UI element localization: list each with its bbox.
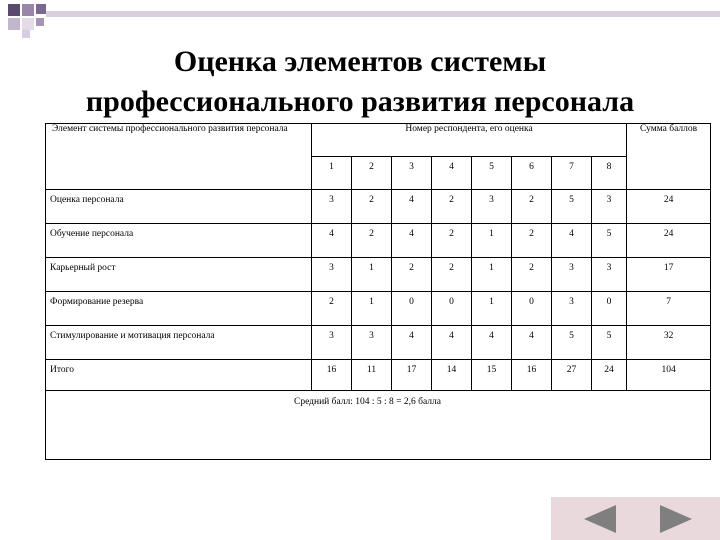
header-row — [46, 124, 711, 157]
respondent-number: 2 — [352, 157, 392, 190]
score-cell: 1 — [472, 224, 512, 258]
score-cell: 4 — [312, 224, 352, 258]
respondent-number: 6 — [512, 157, 552, 190]
score-cell: 17 — [392, 360, 432, 391]
table-row — [46, 258, 711, 292]
score-cell: 2 — [512, 224, 552, 258]
score-cell: 3 — [592, 258, 627, 292]
row-label: Оценка персонала — [46, 190, 312, 224]
score-cell: 3 — [472, 190, 512, 224]
triangle-right-icon — [650, 503, 700, 535]
sum-cell: 24 — [627, 224, 711, 258]
score-cell: 5 — [592, 224, 627, 258]
table-row — [46, 224, 711, 258]
score-cell: 24 — [592, 360, 627, 391]
score-cell: 3 — [352, 326, 392, 360]
score-cell: 3 — [592, 190, 627, 224]
score-cell: 2 — [432, 190, 472, 224]
sum-cell: 24 — [627, 190, 711, 224]
slide-navigation — [551, 497, 720, 540]
score-cell: 15 — [472, 360, 512, 391]
sum-cell: 104 — [627, 360, 711, 391]
score-cell: 16 — [512, 360, 552, 391]
scores-table — [45, 123, 711, 460]
score-cell: 3 — [552, 292, 592, 326]
score-cell: 1 — [352, 258, 392, 292]
score-cell: 5 — [552, 190, 592, 224]
score-cell: 2 — [352, 190, 392, 224]
triangle-left-icon — [576, 503, 626, 535]
score-cell: 2 — [512, 190, 552, 224]
respondent-number: 1 — [312, 157, 352, 190]
previous-slide-button[interactable] — [576, 503, 626, 535]
table-row — [46, 190, 711, 224]
score-cell: 4 — [392, 224, 432, 258]
score-cell: 4 — [392, 190, 432, 224]
score-cell: 3 — [312, 258, 352, 292]
respondent-number: 8 — [592, 157, 627, 190]
score-cell: 3 — [552, 258, 592, 292]
score-cell: 4 — [472, 326, 512, 360]
page-title — [0, 42, 720, 122]
decorative-corner — [0, 0, 720, 40]
row-label: Обучение персонала — [46, 224, 312, 258]
score-cell: 1 — [472, 258, 512, 292]
score-cell: 11 — [352, 360, 392, 391]
table-row-total — [46, 360, 711, 391]
row-label: Итого — [46, 360, 312, 391]
respondent-number: 3 — [392, 157, 432, 190]
score-cell: 0 — [512, 292, 552, 326]
score-cell: 0 — [392, 292, 432, 326]
row-label: Карьерный рост — [46, 258, 312, 292]
header-respondent: Номер респондента, его оценка — [312, 124, 627, 157]
title-line-1: Оценка элементов системы — [173, 45, 547, 78]
score-cell: 27 — [552, 360, 592, 391]
score-cell: 4 — [432, 326, 472, 360]
score-cell: 4 — [552, 224, 592, 258]
score-cell: 2 — [312, 292, 352, 326]
score-cell: 3 — [312, 326, 352, 360]
table-row — [46, 292, 711, 326]
score-cell: 3 — [312, 190, 352, 224]
score-cell: 1 — [352, 292, 392, 326]
header-sum: Сумма баллов — [627, 124, 711, 190]
sum-cell: 17 — [627, 258, 711, 292]
sum-cell: 7 — [627, 292, 711, 326]
title-line-2: профессионального развития персонала — [85, 85, 635, 118]
row-label: Формирование резерва — [46, 292, 312, 326]
score-cell: 1 — [472, 292, 512, 326]
average-score-note: Средний балл: 104 : 5 : 8 = 2,6 балла — [294, 397, 441, 407]
score-cell: 2 — [392, 258, 432, 292]
header-element: Элемент системы профессионального развития персонала — [46, 124, 312, 190]
next-slide-button[interactable] — [650, 503, 700, 535]
score-cell: 2 — [432, 224, 472, 258]
sum-cell: 32 — [627, 326, 711, 360]
decorative-bar — [46, 11, 720, 17]
score-cell: 2 — [352, 224, 392, 258]
score-cell: 5 — [552, 326, 592, 360]
score-cell: 2 — [512, 258, 552, 292]
respondent-number: 5 — [472, 157, 512, 190]
respondent-number: 7 — [552, 157, 592, 190]
score-cell: 0 — [592, 292, 627, 326]
score-cell: 5 — [592, 326, 627, 360]
respondent-number: 4 — [432, 157, 472, 190]
score-cell: 2 — [432, 258, 472, 292]
score-cell: 16 — [312, 360, 352, 391]
table-row — [46, 326, 711, 360]
score-cell: 4 — [512, 326, 552, 360]
score-cell: 4 — [392, 326, 432, 360]
score-cell: 0 — [432, 292, 472, 326]
row-label: Стимулирование и мотивация персонала — [46, 326, 312, 360]
score-cell: 14 — [432, 360, 472, 391]
